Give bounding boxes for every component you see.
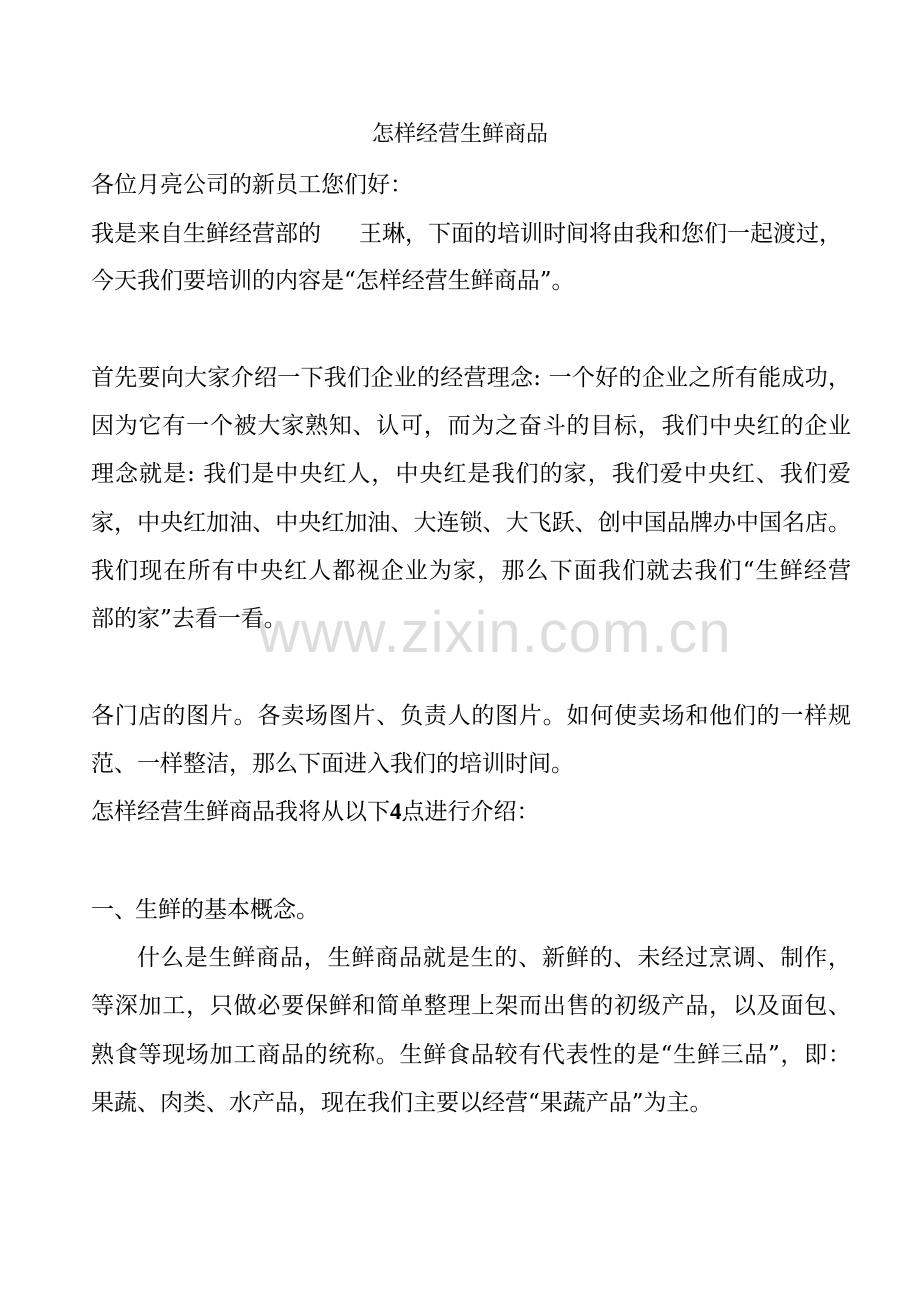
section1-number: 一、 — [91, 897, 137, 923]
para2-line: 我们现在所有中央红人都视企业为家，那么下面我们就去我们“生鲜经营 — [91, 558, 851, 584]
greeting-line: 各位月亮公司的新员工您们好： — [91, 172, 413, 198]
para4-number: 4 — [390, 799, 402, 824]
para2-line: 理念就是: 我们是中央红人，中央红是我们的家，我们爱中央红、我们爱 — [91, 461, 851, 487]
section1-heading — [91, 895, 851, 925]
section1-title: 生鲜的基本概念。 — [135, 897, 319, 923]
section1-line: 熟食等现场加工商品的统称。生鲜食品较有代表性的是“生鲜三品”，即： — [91, 1042, 851, 1068]
para2-line: 家，中央红加油、中央红加油、大连锁、大飞跃、创中国品牌办中国名店。 — [91, 510, 851, 536]
intro-line-2: 今天我们要培训的内容是“怎样经营生鲜商品”。 — [91, 268, 575, 294]
para3-line: 各门店的图片。各卖场图片、负责人的图片。如何使卖场和他们的一样规 — [91, 703, 851, 729]
document-title: 怎样经营生鲜商品 — [371, 122, 548, 147]
para2-line: 首先要向大家介绍一下我们企业的经营理念: 一个好的企业之所有能成功， — [91, 365, 851, 391]
section1-line: 果蔬、肉类、水产品，现在我们主要以经营“果蔬产品”为主。 — [91, 1090, 713, 1116]
intro-line-1-part-b: 王琳，下面的培训时间将由我和您们一起渡过， — [359, 221, 842, 247]
para3-line: 范、一样整洁，那么下面进入我们的培训时间。 — [91, 751, 574, 777]
section1-line: 什么是生鲜商品，生鲜商品就是生的、新鲜的、未经过烹调、制作， — [137, 945, 851, 971]
intro-line-1-part-a: 我是来自生鲜经营部的 — [91, 221, 321, 247]
para2-line: 因为它有一个被大家熟知、认可，而为之奋斗的目标，我们中央红的企业 — [91, 413, 851, 439]
intro-line-1 — [91, 219, 851, 249]
para4-part-a: 怎样经营生鲜商品我将从以下 — [91, 799, 390, 825]
para2-line: 部的家”去看一看。 — [91, 606, 287, 632]
watermark: www.zixin.com.cn — [258, 600, 732, 665]
para4-part-b: 点进行介绍： — [401, 799, 540, 825]
section1-line: 等深加工，只做必要保鲜和简单整理上架而出售的初级产品，以及面包、 — [91, 993, 851, 1019]
para4-line — [91, 797, 851, 827]
